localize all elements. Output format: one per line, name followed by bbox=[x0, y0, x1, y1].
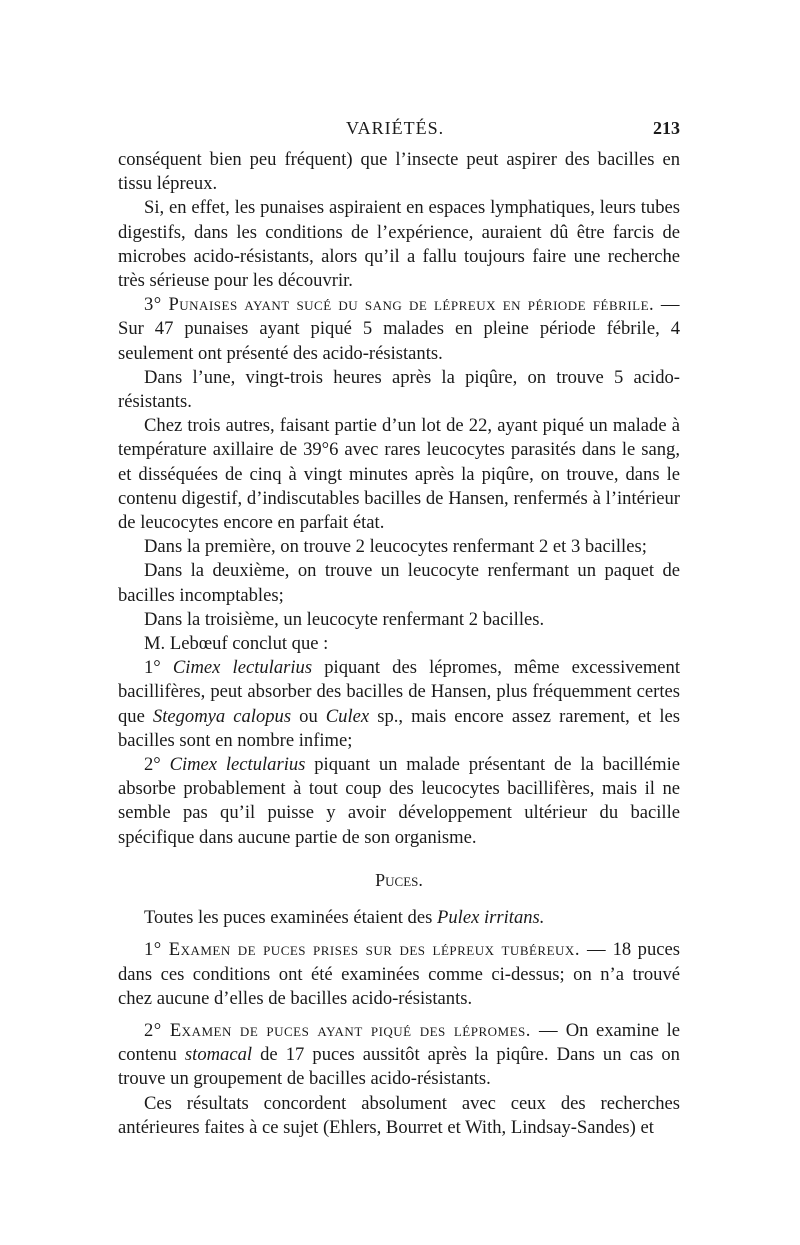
subsection-heading: 3° Punaises ayant sucé du sang de lépreux en période fébrile. — bbox=[144, 294, 680, 316]
paragraph: Dans la première, on trouve 2 leucocytes renfermant 2 et 3 bacilles; bbox=[144, 536, 647, 558]
section-heading: Puces. bbox=[375, 869, 423, 890]
paragraph: Dans l’une, vingt-trois heures après la piqûre, on trouve 5 acido-résistants. bbox=[118, 366, 680, 413]
paragraph: Ces résultats concordent absolument avec ceux des recherches antérieures faites à ce sujet (Ehlers, Bourret et With, Lindsay-Sandes) et bbox=[118, 1092, 680, 1138]
paragraph: M. Lebœuf conclut que : bbox=[144, 633, 329, 655]
paragraph: 1° Examen de puces prises sur des lépreux tubéreux. — 18 puces dans ces conditions ont été examinées comme ci-dessus; on n’a trouvé chez aucune d’elles de bacilles acido-résistants. bbox=[118, 939, 680, 1009]
subsection-heading: 1° Examen de puces prises sur des lépreux tubéreux. — bbox=[144, 939, 607, 961]
conclusion-item: 2° Cimex lectularius piquant un malade présentant de la bacillémie absorbe probablement à tout coup des leucocytes bacillifères, mais il ne semble pas qu’il puisse y avoir développement ultérieur du bacille spécifique dans aucune partie de son organisme. bbox=[118, 754, 681, 848]
paragraph: Toutes les puces examinées étaient des Pulex irritans. bbox=[144, 907, 545, 929]
paragraph: Dans la troisième, un leucocyte renfermant 2 bacilles. bbox=[144, 608, 545, 630]
paragraph: Si, en effet, les punaises aspiraient en espaces lymphatiques, leurs tubes digestifs, dans les conditions de l’expérience, auraient dû être farcis de microbes acido-résistants, alors qu’il a fallu toujours faire une recherche très sérieuse pour les découvrir. bbox=[118, 197, 680, 292]
page-number: 213 bbox=[653, 118, 680, 138]
subsection-heading: 2° Examen de puces ayant piqué des lépromes. — bbox=[144, 1019, 559, 1041]
conclusion-item: 1° Cimex lectularius piquant des lépromes, même excessivement bacillifères, peut absorber des bacilles de Hansen, plus fréquemment certes que Stegomya calopus ou Culex sp., mais encore assez rarement, et les bacilles sont en nombre infime; bbox=[118, 657, 681, 751]
paragraph: 2° Examen de puces ayant piqué des lépromes. — On examine le contenu stomacal de 17 puces aussitôt après la piqûre. Dans un cas on trouve un groupement de bacilles acido-résistants. bbox=[118, 1019, 680, 1090]
paragraph: Dans la deuxième, on trouve un leucocyte renfermant un paquet de bacilles incomptables; bbox=[118, 560, 680, 606]
paragraph: 3° Punaises ayant sucé du sang de lépreux en période fébrile. — Sur 47 punaises ayant piqué 5 malades en pleine période fébrile, 4 seulement ont présenté des acido-résistants. bbox=[118, 294, 680, 364]
paragraph: conséquent bien peu fréquent) que l’insecte peut aspirer des bacilles en tissu lépreux. bbox=[118, 149, 680, 195]
running-title: VARIÉTÉS. bbox=[346, 118, 445, 138]
paragraph: Chez trois autres, faisant partie d’un lot de 22, ayant piqué un malade à température axillaire de 39°6 avec rares leucocytes parasités dans le sang, et disséquées de cinq à vingt minutes après la piqûre, on trouve, dans le contenu digestif, d’indiscutables bacilles de Hansen, renfermés à l’intérieur de leucocytes encore en parfait état. bbox=[118, 415, 680, 534]
body-text bbox=[118, 148, 680, 1140]
page-header bbox=[118, 118, 680, 144]
